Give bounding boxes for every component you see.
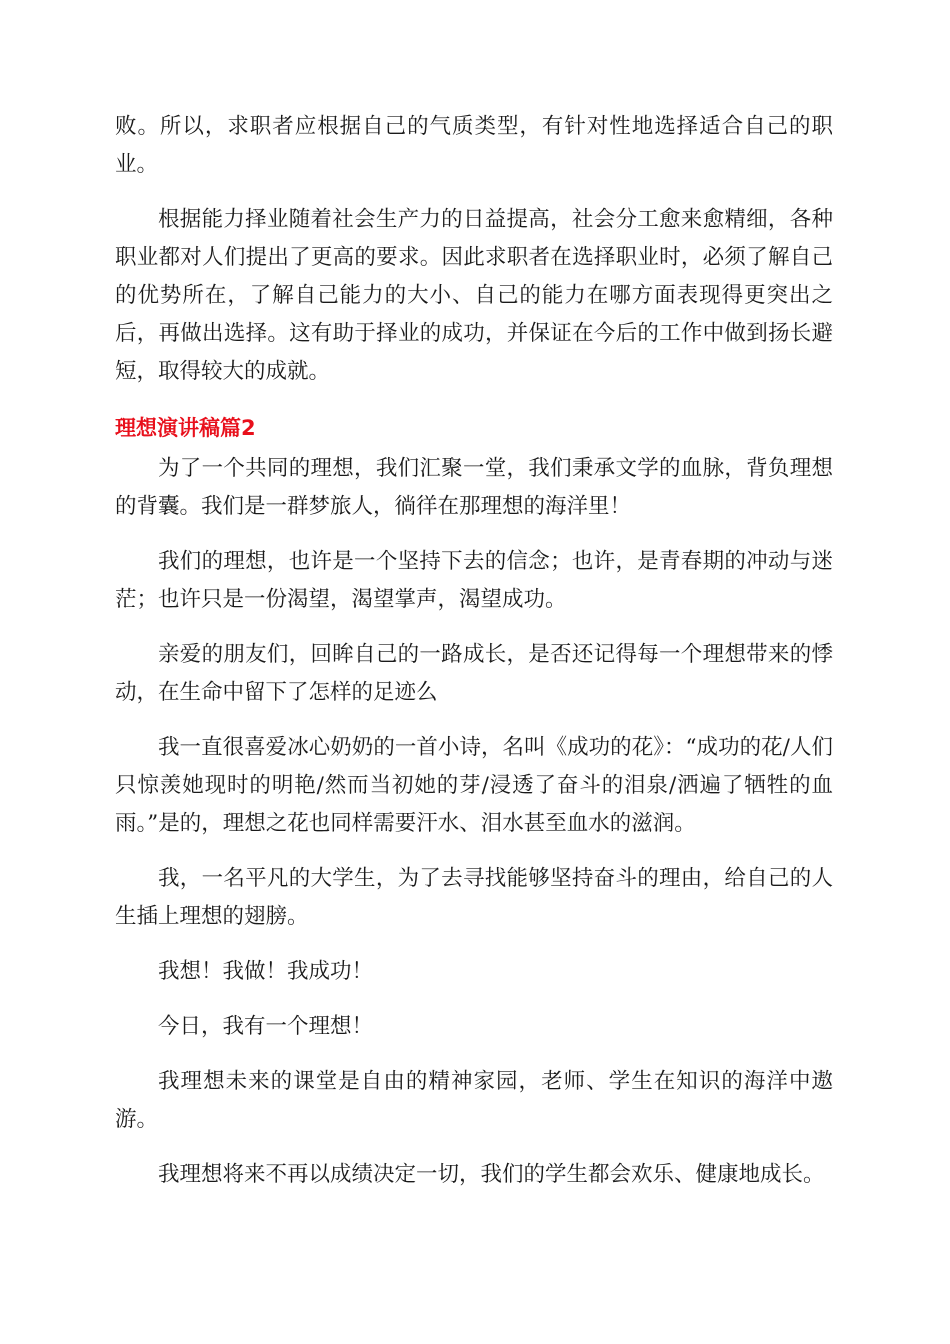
paragraph: 败。所以，求职者应根据自己的气质类型，有针对性地选择适合自己的职业。 (115, 114, 833, 177)
section-heading: 理想演讲稿篇2 (115, 416, 256, 440)
paragraph: 今日，我有一个理想！ (158, 1014, 374, 1039)
paragraph: 为了一个共同的理想，我们汇聚一堂，我们秉承文学的血脉，背负理想的背囊。我们是一群梦旅人，徜徉在那理想的海洋里！ (115, 456, 833, 519)
paragraph: 我理想将来不再以成绩决定一切，我们的学生都会欢乐、健康地成长。 (158, 1162, 825, 1187)
document-page (115, 108, 833, 1211)
paragraph: 亲爱的朋友们，回眸自己的一路成长，是否还记得每一个理想带来的悸动，在生命中留下了怎样的足迹么 (115, 642, 833, 705)
paragraph: 我一直很喜爱冰心奶奶的一首小诗，名叫《成功的花》：“成功的花/人们只惊羡她现时的明艳/然而当初她的芽/浸透了奋斗的泪泉/洒遍了牺牲的血雨。”是的，理想之花也同样需要汗水、泪水甚至血水的滋润。 (115, 735, 833, 836)
paragraph: 我们的理想，也许是一个坚持下去的信念；也许，是青春期的冲动与迷茫；也许只是一份渴望，渴望掌声，渴望成功。 (115, 549, 833, 612)
paragraph: 我，一名平凡的大学生，为了去寻找能够坚持奋斗的理由，给自己的人生插上理想的翅膀。 (115, 866, 833, 929)
paragraph: 我想！我做！我成功！ (158, 959, 374, 984)
paragraph: 我理想未来的课堂是自由的精神家园，老师、学生在知识的海洋中遨游。 (115, 1069, 833, 1132)
paragraph: 根据能力择业随着社会生产力的日益提高，社会分工愈来愈精细，各种职业都对人们提出了更高的要求。因此求职者在选择职业时，必须了解自己的优势所在，了解自己能力的大小、自己的能力在哪方面表现得更突出之后，再做出选择。这有助于择业的成功，并保证在今后的工作中做到扬长避短，取得较大的成就。 (115, 207, 833, 384)
